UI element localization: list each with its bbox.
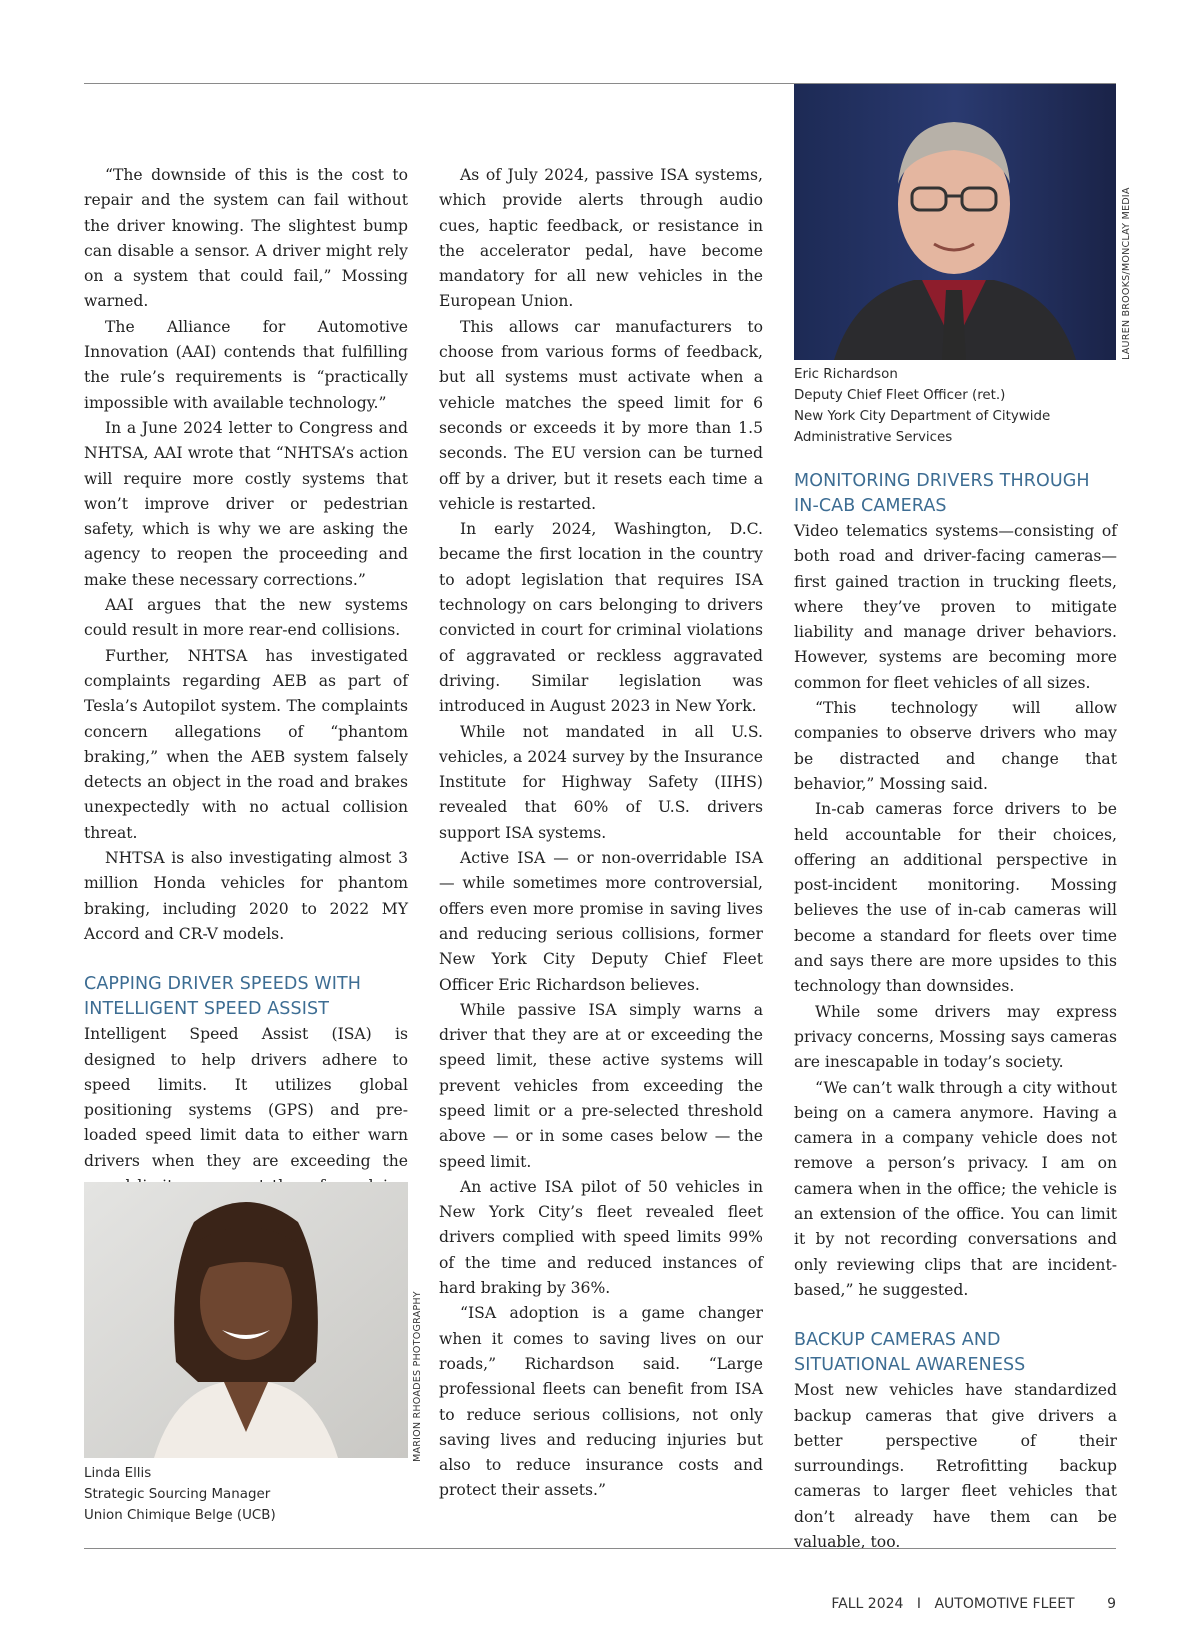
body-paragraph: In a June 2024 letter to Congress and NHTSA, AAI wrote that “NHTSA’s action will require more costly systems that won’t improve driver or pedestrian safety, which is why we are asking the agency to reopen the proceeding and make these necessary corrections.” (84, 418, 408, 589)
caption-name: Eric Richardson (794, 367, 898, 382)
body-paragraph: AAI argues that the new systems could result in more rear-end collisions. (84, 596, 408, 640)
photo-caption (794, 364, 1050, 448)
section-heading: MONITORING DRIVERS THROUGH IN-CAB CAMERAS (794, 471, 1090, 516)
body-paragraph: Video telematics systems—consisting of both road and driver-facing cameras—first gained traction in trucking fleets, where they’ve proven to mitigate liability and manage driver behaviors. However, systems are becoming more common for fleet vehicles of all sizes. (794, 522, 1117, 692)
body-paragraph: This allows car manufacturers to choose from various forms of feedback, but all systems must activate when a vehicle matches the speed limit for 6 seconds or exceeds it by more than 1.5 seconds. The EU version can be turned off by a driver, but it resets each time a vehicle is restarted. (439, 317, 763, 513)
caption-name: Linda Ellis (84, 1466, 152, 1481)
body-paragraph: “The downside of this is the cost to repair and the system can fail without the driver knowing. The slightest bump can disable a sensor. A driver might rely on a system that could fail,” Mossing warned. (84, 166, 408, 311)
body-paragraph: The Alliance for Automotive Innovation (AAI) contends that fulfilling the rule’s requirements is “practically impossible with available technology.” (84, 317, 408, 412)
eric-richardson-photo (794, 84, 1116, 360)
column-1 (84, 163, 408, 1225)
page-number: 9 (1107, 1596, 1116, 1612)
body-paragraph: Intelligent Speed Assist (ISA) is designed to help drivers adhere to speed limits. It utilizes global positioning systems (GPS) and pre-loaded speed limit data to either warn drivers when they are exceeding the (84, 1025, 408, 1170)
body-paragraph: In-cab cameras force drivers to be held accountable for their choices, offering an additional perspective in post-incident monitoring. Mossing believes the use of in-cab cameras will become a standard for fleets over time and says there are more upsides to this technology than downsides. (794, 800, 1117, 996)
body-paragraph: While passive ISA simply warns a driver that they are at or exceeding the speed limit, these active systems will prevent vehicles from exceeding the speed limit or a pre-selected threshold above — or in some cases below — the speed limit. (439, 1000, 763, 1171)
section-heading: BACKUP CAMERAS AND SITUATIONAL AWARENESS (794, 1330, 1026, 1376)
photo-caption (84, 1463, 276, 1526)
photo-credit: LAUREN BROOKS/MONCLAY MEDIA (1121, 187, 1132, 360)
body-paragraph: An active ISA pilot of 50 vehicles in New York City’s fleet revealed fleet drivers complied with speed limits 99% of the time and reduced instances of hard braking by 36%. (439, 1177, 763, 1298)
linda-ellis-photo (84, 1182, 408, 1458)
body-paragraph: “ISA adoption is a game changer when it comes to saving lives on our roads,” Richardson said. “Large professional fleets can benefit from ISA to reduce serious collisions, not only saving lives and reducing injuries but also to reduce insurance costs and protect their assets.” (439, 1304, 763, 1500)
body-paragraph: “We can’t walk through a city without being on a camera anymore. Having a camera in a company vehicle does not remove a person’s privacy. I am on camera when in the office; the vehicle is an extension of the office. You can limit it by not recording conversations and only reviewing clips that are incident-based,” he suggested. (794, 1078, 1117, 1299)
footer-publication: AUTOMOTIVE FLEET (934, 1596, 1075, 1612)
bottom-rule (84, 1548, 1116, 1549)
footer-separator: I (916, 1596, 922, 1612)
section-heading: CAPPING DRIVER SPEEDS WITH INTELLIGENT SPEED ASSIST (84, 974, 362, 1020)
column-2 (439, 163, 763, 1504)
body-paragraph: While not mandated in all U.S. vehicles, a 2024 survey by the Insurance Institute for Highway Safety (IIHS) revealed that 60% of U.S. drivers support ISA systems. (439, 722, 763, 842)
caption-title: Deputy Chief Fleet Officer (ret.) (794, 388, 1006, 403)
footer-issue: FALL 2024 (831, 1596, 904, 1612)
body-paragraph: In early 2024, Washington, D.C. became the first location in the country to adopt legislation that requires ISA technology on cars belonging to drivers convicted in court for criminal violations of aggravated or reckless aggravated driving. Similar legislation was introduced in August 2023 in New York. (439, 520, 763, 716)
column-3 (794, 469, 1117, 1555)
caption-org: New York City Department of Citywide (794, 409, 1051, 424)
caption-org: Union Chimique Belge (UCB) (84, 1508, 276, 1523)
portrait-image (794, 84, 1116, 360)
photo-credit: MARION RHOADES PHOTOGRAPHY (412, 1291, 423, 1462)
portrait-image (84, 1182, 408, 1458)
body-paragraph: Further, NHTSA has investigated complaints regarding AEB as part of Tesla’s Autopilot system. The complaints concern allegations of “phantom braking,” when the AEB system falsely detects an object in the road and brakes unexpectedly with no actual collision threat. (84, 646, 408, 842)
caption-org: Administrative Services (794, 430, 953, 445)
body-paragraph: Most new vehicles have standardized backup cameras that give drivers a better perspective of their surroundings. Retrofitting backup cameras to larger fleet vehicles that don’t already have them can be valuable, too. (794, 1381, 1117, 1551)
body-paragraph: As of July 2024, passive ISA systems, which provide alerts through audio cues, haptic feedback, or resistance in the accelerator pedal, have become mandatory for all new vehicles in the European Union. (439, 166, 763, 311)
body-paragraph: NHTSA is also investigating almost 3 million Honda vehicles for phantom braking, including 2020 to 2022 MY Accord and CR-V models. (84, 849, 408, 943)
page-footer (831, 1596, 1116, 1612)
body-paragraph: “This technology will allow companies to observe drivers who may be distracted and change that behavior,” Mossing said. (794, 699, 1117, 793)
body-paragraph: While some drivers may express privacy concerns, Mossing says cameras are inescapable in today’s society. (794, 1002, 1117, 1072)
body-paragraph: Active ISA — or non-overridable ISA — while sometimes more controversial, offers even more promise in saving lives and reducing serious collisions, former New York City Deputy Chief Fleet Officer Eric Richardson believes. (439, 849, 763, 994)
caption-title: Strategic Sourcing Manager (84, 1487, 271, 1502)
